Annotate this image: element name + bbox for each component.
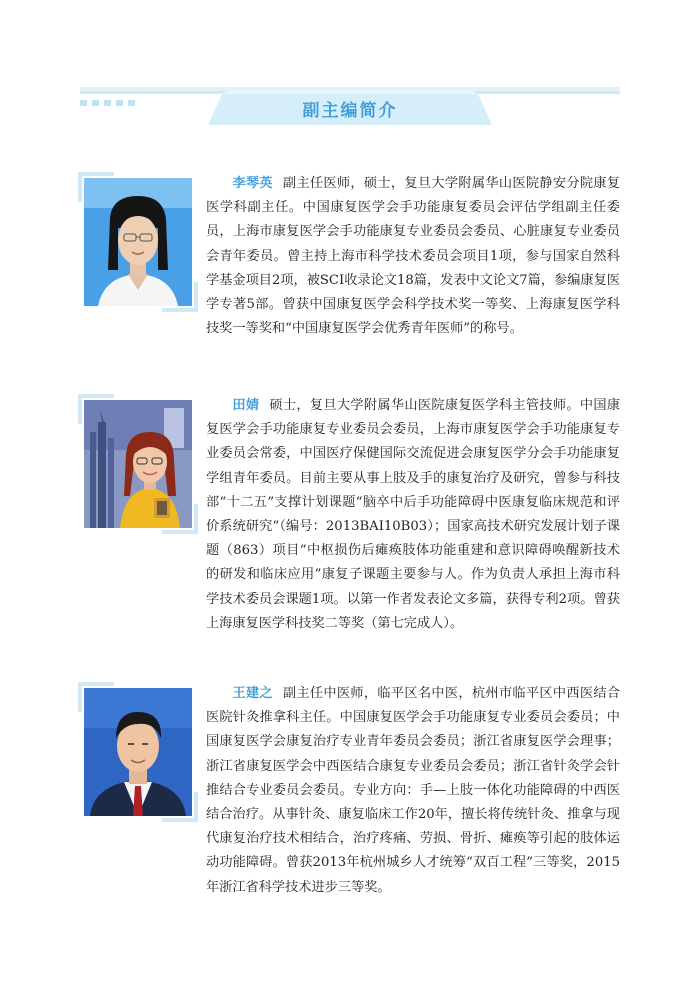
bio-tian-jing xyxy=(206,394,620,636)
bio-li-qinying xyxy=(206,172,620,341)
page-header xyxy=(0,0,700,140)
person-bio: 副主任中医师，临平区名中医，杭州市临平区中西医结合医院针灸推拿科主任。中国康复医学会手功能康复专业委员会委员；中国康复医学会康复治疗专业青年委员会委员；浙江省康复医学会理事；浙江省康复医学会中西医结合康复专业委员会委员；浙江省针灸学会针推结合专业委员会委员。专业方向：手—上肢一体化功能障碍的中西医结合治疗。从事针灸、康复临床工作20年，擅长将传统针灸、推拿与现代康复治疗技术相结合，治疗疼痛、劳损、骨折、瘫痪等引起的肢体运动功能障碍。曾获2013年杭州城乡人才统筹“双百工程”三等奖，2015年浙江省科学技术进步三等奖。 xyxy=(206,686,621,895)
portrait-wang-jianzhi xyxy=(78,682,198,822)
portrait-photo xyxy=(84,400,192,528)
portrait-photo xyxy=(84,688,192,816)
person-name: 李琴英 xyxy=(232,176,273,191)
person-name: 田婧 xyxy=(232,398,260,413)
portrait-li-qinying xyxy=(78,172,198,312)
person-bio: 副主任医师，硕士，复旦大学附属华山医院静安分院康复医学科副主任。中国康复医学会手功能康复委员会评估学组副主任委员，上海市康复医学会手功能康复专业委员会委员、心脏康复专业委员会青年委员。曾主持上海市科学技术委员会项目1项，参与国家自然科学基金项目2项，被SCI收录论文18篇，发表中文论文7篇，参编康复医学专著5部。曾获中国康复医学会科学技术奖一等奖、上海康复医学科技奖一等奖和“中国康复医学会优秀青年医师”的称号。 xyxy=(206,176,621,337)
bio-wang-jianzhi xyxy=(206,682,620,900)
person-name: 王建之 xyxy=(232,686,273,701)
page-title: 副主编简介 xyxy=(302,101,398,121)
portrait-photo xyxy=(84,178,192,306)
person-bio: 硕士，复旦大学附属华山医院康复医学科主管技师。中国康复医学会手功能康复专业委员会委员，上海市康复医学会手功能康复专业委员会常委，中国医疗保健国际交流促进会康复医学分会手功能康复学组青年委员。目前主要从事上肢及手的康复治疗及研究，曾参与科技部“十二五”支撑计划课题“脑卒中后手功能障碍中医康复临床规范和评价系统研究”（编号：2013BAI10B03）；国家高技术研究发展计划子课题（863）项目“中枢损伤后瘫痪肢体功能重建和意识障碍唤醒新技术的研发和临床应用”康复子课题主要参与人。作为负责人承担上海市科学技术委员会课题1项。以第一作者发表论文多篇，获得专利2项。曾获上海康复医学科技奖二等奖（第七完成人）。 xyxy=(206,398,621,631)
portrait-tian-jing xyxy=(78,394,198,534)
